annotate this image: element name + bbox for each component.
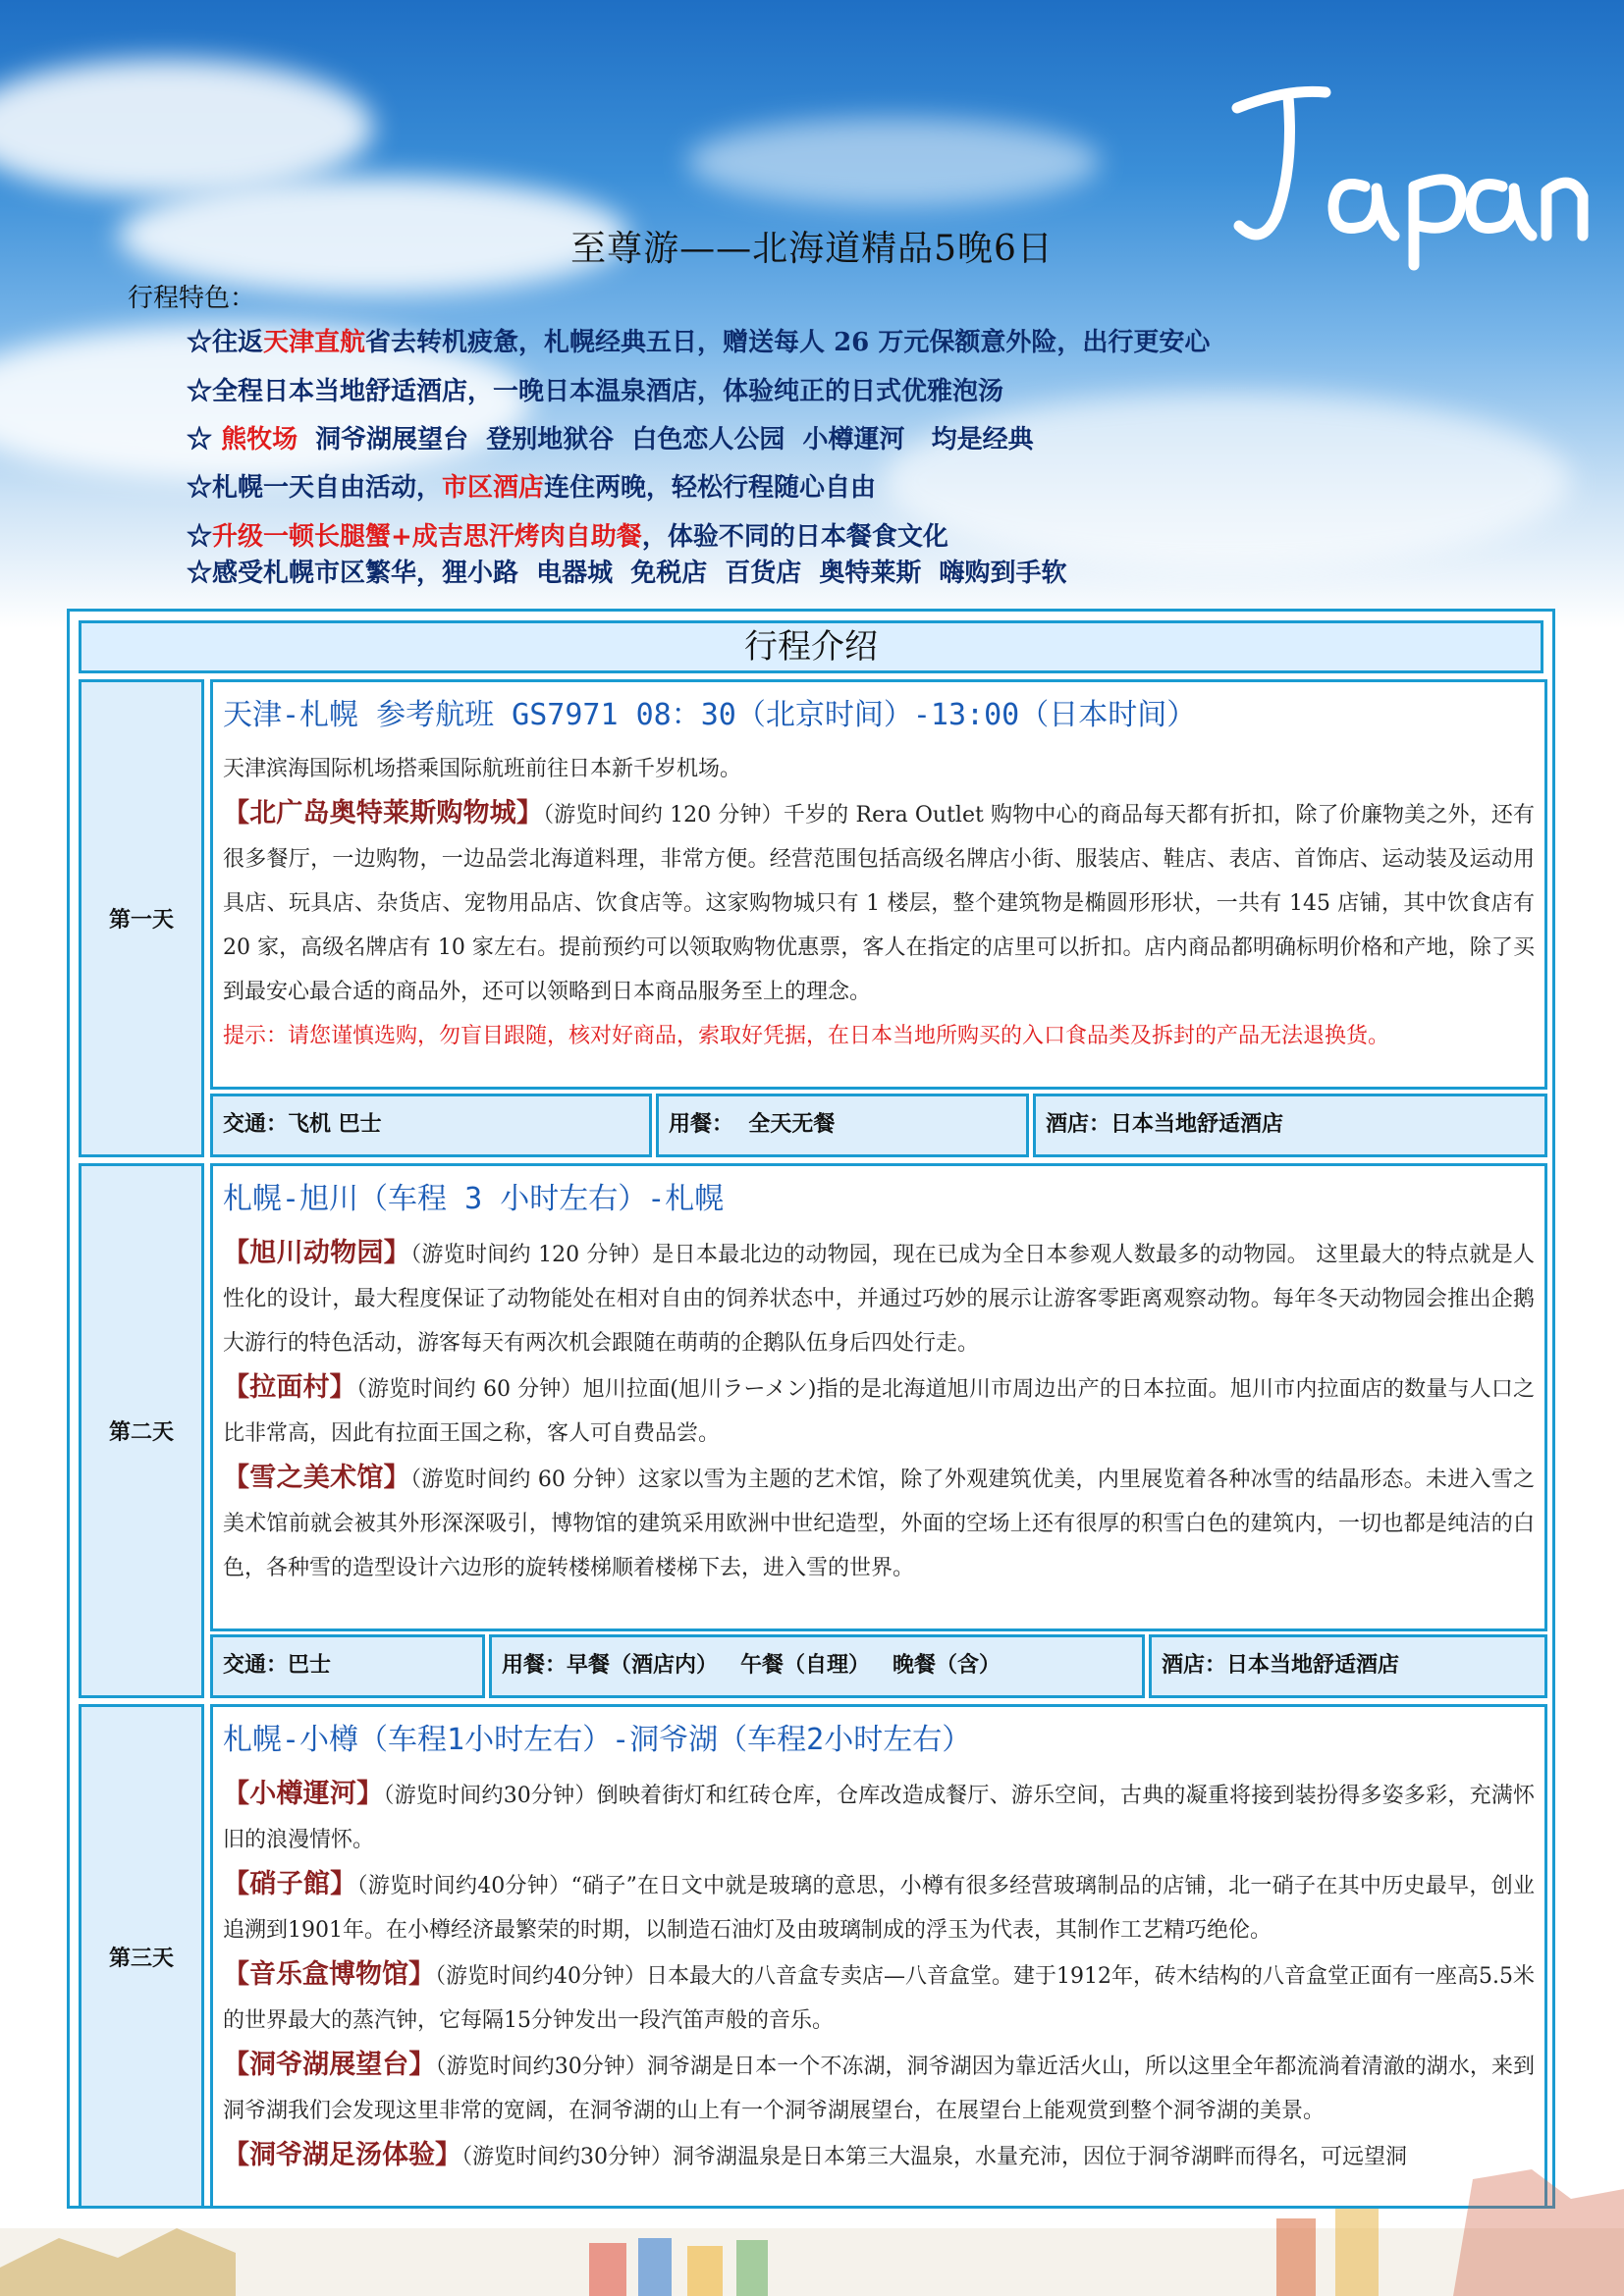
bottom-decoration [0,2160,1624,2296]
feature-line: ☆ 熊牧场 洞爷湖展望台 登别地狱谷 白色恋人公园 小樽運河 均是经典 [187,425,1034,454]
day-1-tip: 提示：请您谨慎选购，勿盲目跟随，核对好商品，索取好凭据，在日本当地所购买的入口食品类及拆封的产品无法退换货。 [223,1024,1390,1048]
feature-line: ☆札幌一天自由活动，市区酒店连住两晚，轻松行程随心自由 [187,473,877,503]
feature-line: ☆感受札幌市区繁华，狸小路 电器城 免税店 百货店 奥特莱斯 嗨购到手软 [187,559,1067,588]
day-1-paragraph: 天津滨海国际机场搭乘国际航班前往日本新千岁机场。 [223,757,742,781]
day-1-title: 天津-札幌 参考航班 GS7971 08：30（北京时间）-13:00（日本时间） [223,698,1197,732]
features-heading: 行程特色： [128,284,256,313]
attraction-name: 【旭川动物园】 [223,1238,411,1268]
day-2-body [210,1163,1547,1631]
day-3-title: 札幌-小樽（车程1小时左右）-洞爷湖（车程2小时左右） [223,1723,972,1757]
day-2-paragraph: 【雪之美术馆】（游览时间约 60 分钟）这家以雪为主题的艺术馆，除了外观建筑优美，内里展览着各种冰雪的结晶形态。未进入雪之美术馆前就会被其外形深深吸引，博物馆的建筑采用欧洲中世纪造型，外面的空场上还有很厚的积雪白色的建筑内，一切也都是纯洁的白色，各种雪的造型设计六边形的旋转楼梯顺着楼梯下去，进入雪的世界。 [223,1463,1536,1580]
attraction-name: 【北广岛奥特莱斯购物城】 [223,798,544,828]
day-3-paragraph: 【音乐盒博物馆】（游览时间约40分钟）日本最大的八音盒专卖店—八音盒堂。建于1912年，砖木结构的八音盒堂正面有一座高5.5米的世界最大的蒸汽钟，它每隔15分钟发出一段汽笛声般的音乐。 [223,1959,1536,2033]
feature-line: ☆往返天津直航省去转机疲惫，札幌经典五日，赠送每人 26 万元保额意外险，出行更安心 [187,328,1211,357]
day-3-label: 第三天 [79,1704,204,2209]
day-2-title: 札幌-旭川（车程 3 小时左右）-札幌 [223,1182,725,1216]
day-2-transport: 交通：巴士 [210,1634,485,1698]
itinerary-title: 行程介绍 [79,620,1543,673]
attraction-name: 【洞爷湖展望台】 [223,2050,436,2080]
day-3-paragraph: 【硝子館】（游览时间约40分钟）“硝子”在日文中就是玻璃的意思，小樽有很多经营玻璃制品的店铺，北一硝子在其中历史最早，创业追溯到1901年。在小樽经济最繁荣的时期，以制造石油灯及由玻璃制成的浮玉为代表，其制作工艺精巧绝伦。 [223,1869,1535,1943]
page-title: 至尊游——北海道精品5晚6日 [570,229,1054,269]
day-2-paragraph: 【旭川动物园】（游览时间约 120 分钟）是日本最北边的动物园，现在已成为全日本参观人数最多的动物园。 这里最大的特点就是人性化的设计，最大程度保证了动物能处在相对自由的饲养状态中，并通过巧妙的展示让游客零距离观察动物。每年冬天动物园会推出企鹅大游行的特色活动，游客每天有两次机会跟随在萌萌的企鹅队伍身后四处行走。 [223,1238,1535,1356]
day-2-hotel: 酒店：日本当地舒适酒店 [1149,1634,1547,1698]
day-2-label: 第二天 [79,1163,204,1698]
day-1-paragraph: 【北广岛奥特莱斯购物城】（游览时间约 120 分钟）千岁的 Rera Outlet 购物中心的商品每天都有折扣，除了价廉物美之外，还有很多餐厅，一边购物，一边品尝北海道料理，非常方便。经营范围包括高级名牌店小街、服装店、鞋店、表店、首饰店、运动装及运动用具店、玩具店、杂货店、宠物用品店、饮食店等。这家购物城只有 1 楼层，整个建筑物是椭圆形形状，一共有 145 店铺，其中饮食店有 20 家，高级名牌店有 10 家左右。提前预约可以领取购物优惠票，客人在指定的店里可以折扣。店内商品都明确标明价格和产地，除了买到最安心最合适的商品外，还可以领略到日本商品服务至上的理念。 [223,798,1536,1004]
feature-line: ☆升级一顿长腿蟹+成吉思汗烤肉自助餐，体验不同的日本餐食文化 [187,522,948,552]
attraction-name: 【小樽運河】 [223,1779,384,1809]
day-3-paragraph: 【洞爷湖展望台】（游览时间约30分钟）洞爷湖是日本一个不冻湖，洞爷湖因为靠近活火山，所以这里全年都流淌着清澈的湖水，来到洞爷湖我们会发现这里非常的宽阔，在洞爷湖的山上有一个洞爷湖展望台，在展望台上能观赏到整个洞爷湖的美景。 [223,2050,1536,2123]
day-1-meals: 用餐： 全天无餐 [656,1094,1029,1157]
day-2-paragraph: 【拉面村】（游览时间约 60 分钟）旭川拉面(旭川ラーメン)指的是北海道旭川市周边出产的日本拉面。旭川市内拉面店的数量与人口之比非常高，因此有拉面王国之称，客人可自费品尝。 [223,1372,1535,1446]
day-1-label: 第一天 [79,679,204,1157]
cloud [687,118,1100,206]
day-2-meals: 用餐：早餐（酒店内） 午餐（自理） 晚餐（含） [489,1634,1145,1698]
attraction-name: 【洞爷湖足汤体验】 [223,2140,461,2170]
attraction-name: 【雪之美术馆】 [223,1463,410,1493]
attraction-name: 【音乐盒博物馆】 [223,1959,436,1990]
day-1-transport: 交通：飞机 巴士 [210,1094,652,1157]
attraction-name: 【硝子館】 [223,1869,357,1899]
day-1-body [210,679,1547,1090]
day-3-paragraph: 【洞爷湖足汤体验】（游览时间约30分钟）洞爷湖温泉是日本第三大温泉，水量充沛，因位于洞爷湖畔而得名，可远望洞 [223,2140,1407,2170]
day-1-hotel: 酒店：日本当地舒适酒店 [1033,1094,1547,1157]
day-3-body [210,1704,1547,2209]
feature-line: ☆全程日本当地舒适酒店，一晚日本温泉酒店，体验纯正的日式优雅泡汤 [187,377,1004,406]
attraction-name: 【拉面村】 [223,1372,356,1403]
day-3-paragraph: 【小樽運河】（游览时间约30分钟）倒映着街灯和红砖仓库，仓库改造成餐厅、游乐空间，古典的凝重将接到装扮得多姿多彩，充满怀旧的浪漫情怀。 [223,1779,1536,1852]
